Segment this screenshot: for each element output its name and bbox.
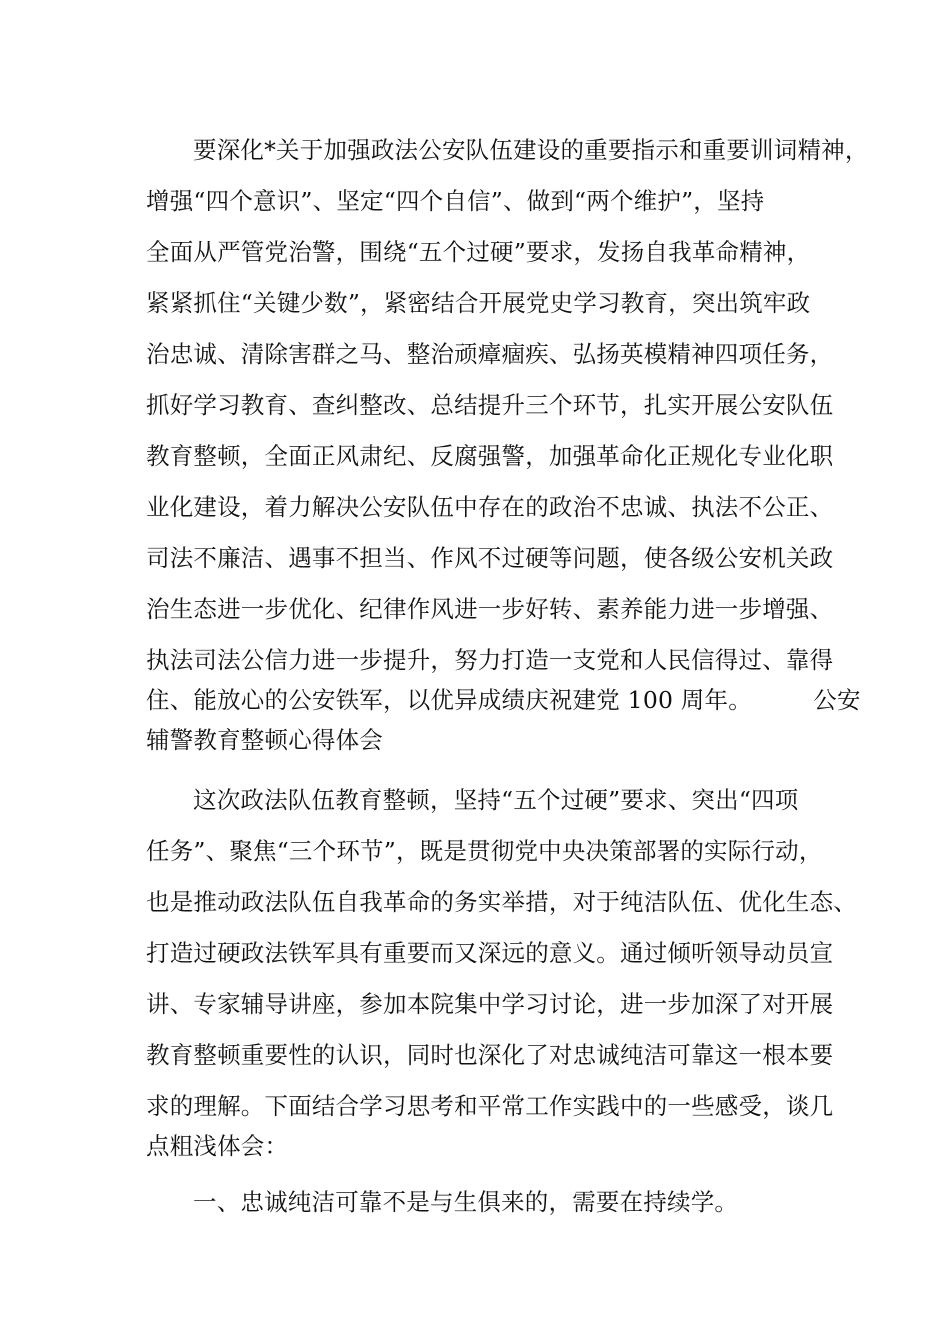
paragraph-line: 打造过硬政法铁军具有重要而又深远的意义。通过倾听领导动员宣 [146,939,834,967]
paragraph-line: 业化建设，着力解决公安队伍中存在的政治不忠诚、执法不公正、 [146,493,834,521]
heading-line: 一、忠诚纯洁可靠不是与生俱来的，需要在持续学。 [193,1188,739,1216]
paragraph-line: 这次政法队伍教育整顿，坚持“五个过硬”要求、突出“四项 [193,786,799,814]
paragraph-line: 治忠诚、清除害群之马、整治顽瘴痼疾、弘扬英模精神四项任务， [146,340,834,368]
paragraph-line: 教育整顿重要性的认识，同时也深化了对忠诚纯洁可靠这一根本要 [146,1041,834,1069]
paragraph-line: 住、能放心的公安铁军，以优异成绩庆祝建党 100 周年。 公安 [146,686,861,714]
paragraph-line: 讲、专家辅导讲座，参加本院集中学习讨论，进一步加深了对开展 [146,990,834,1018]
paragraph-line: 全面从严管党治警，围绕“五个过硬”要求，发扬自我革命精神， [146,238,811,266]
paragraph-line: 增强“四个意识”、坚定“四个自信”、做到“两个维护”，坚持 [146,187,765,215]
paragraph-line: 也是推动政法队伍自我革命的务实举措，对于纯洁队伍、优化生态、 [146,888,857,916]
paragraph-line: 抓好学习教育、查纠整改、总结提升三个环节，扎实开展公安队伍 [146,391,834,419]
paragraph-line: 求的理解。下面结合学习思考和平常工作实践中的一些感受，谈几 [146,1092,834,1120]
paragraph-line: 执法司法公信力进一步提升，努力打造一支党和人民信得过、靠得 [146,646,834,674]
section-title-line: 辅警教育整顿心得体会 [146,726,383,754]
paragraph-line: 要深化*关于加强政法公安队伍建设的重要指示和重要训词精神， [193,136,869,164]
paragraph-line: 紧紧抓住“关键少数”，紧密结合开展党史学习教育，突出筑牢政 [146,289,811,317]
paragraph-line: 点粗浅体会： [146,1132,289,1160]
paragraph-line: 任务”、聚焦“三个环节”，既是贯彻党中央决策部署的实际行动， [146,837,823,865]
paragraph-line: 教育整顿，全面正风肃纪、反腐强警，加强革命化正规化专业化职 [146,442,834,470]
paragraph-line: 治生态进一步优化、纪律作风进一步好转、素养能力进一步增强、 [146,595,834,623]
paragraph-line: 司法不廉洁、遇事不担当、作风不过硬等问题，使各级公安机关政 [146,544,834,572]
